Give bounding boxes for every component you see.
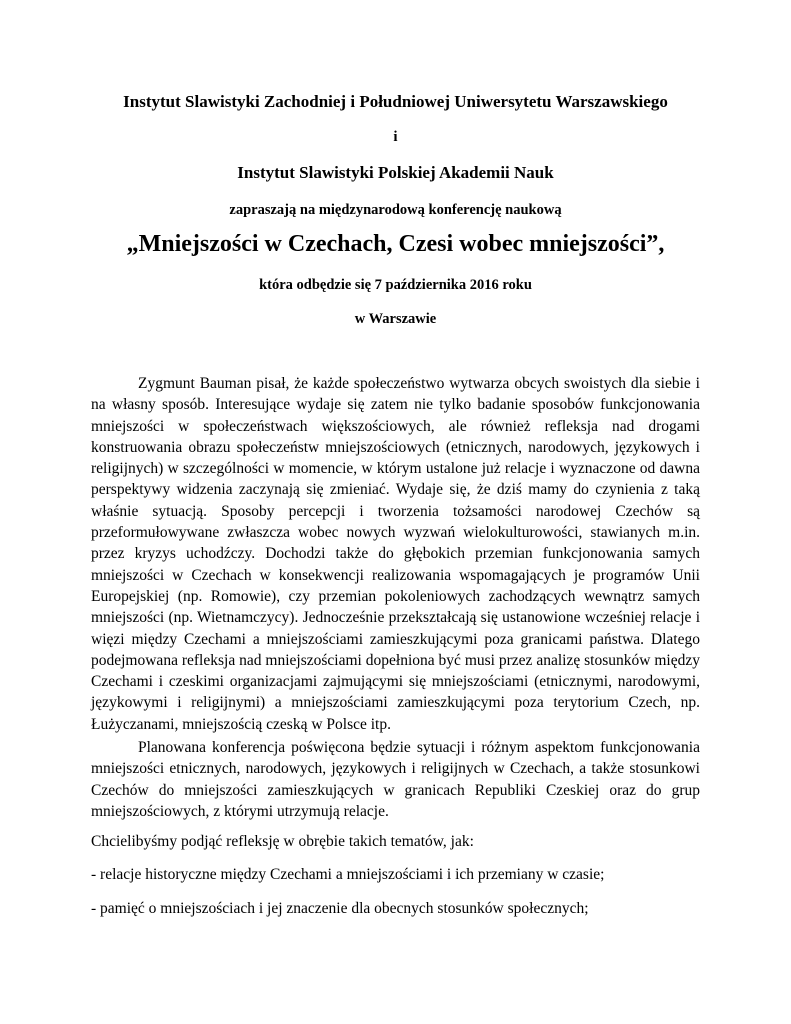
conference-place: w Warszawie — [354, 311, 437, 327]
conference-date: która odbędzie się 7 października 2016 roku — [259, 277, 532, 293]
topic-item-2: - pamięć o mniejszościach i jej znaczenie dla obecnych stosunków społecznych; — [91, 900, 589, 917]
topic-item-1: - relacje historyczne między Czechami a mniejszościami i ich przemiany w czasie; — [91, 866, 605, 883]
paragraph-1: Zygmunt Bauman pisał, że każde społeczeństwo wytwarza obcych swoistych dla siebie i na własny sposób. Interesujące wydaje się zatem nie tylko badanie sposobów funkcjonowania mniejszości w społeczeństwach większościowych, ale również refleksja nad drogami konstruowania obrazu społeczeństw mniejszościowych (etnicznych, narodowych, językowych i religijnych) w szczególności w momencie, w którym ustalone już relacje i wyznaczone od dawna perspektywy widzenia zaczynają się zmieniać. Wydaje się, że dziś mamy do czynienia z taką właśnie sytuacją. Sposoby percepcji i tworzenia tożsamości narodowej Czechów są przeformułowywane zwłaszcza wobec nowych wyzwań wielokulturowości, stawianych m.in. przez kryzys uchodźczy. Dochodzi także do głębokich przemian funkcjonowania samych mniejszości w Czechach w konsekwencji realizowania wspomagających je programów Unii Europejskiej (np. Romowie), czy przemian pokoleniowych zachodzących wewnątrz samych mniejszości (np. Wietnamczycy). Jednocześnie przekształcają się ustanowione wcześniej relacje i więzi między Czechami a mniejszościami zamieszkującymi poza granicami państwa. Dlatego podejmowana refleksja nad mniejszościami dopełniona być musi przez analizę stosunków między Czechami i czeskimi organizacjami zajmującymi się mniejszościami (etnicznymi, narodowymi, językowymi i religijnymi) a mniejszościami zamieszkującymi poza terytorium Czech, np. Łużyczanami, mniejszością czeską w Polsce itp. — [91, 375, 700, 733]
conjunction-text: i — [393, 129, 398, 145]
paragraph-2: Planowana konferencja poświęcona będzie sytuacji i różnym aspektom funkcjonowania mniejszości etnicznych, narodowych, językowych i religijnych w Czechach, a także stosunkowi Czechów do mniejszości zamieszkujących w granicach Republiki Czeskiej oraz do grup mniejszościowych, z którymi utrzymują relacje. — [91, 739, 700, 820]
topics-intro: Chcielibyśmy podjąć refleksję w obrębie takich tematów, jak: — [91, 833, 474, 850]
institute-2-heading: Instytut Slawistyki Polskiej Akademii Nauk — [237, 163, 554, 182]
institute-1-heading: Instytut Slawistyki Zachodniej i Południowej Uniwersytetu Warszawskiego — [123, 92, 668, 111]
conference-title: „Mniejszości w Czechach, Czesi wobec mniejszości”, — [126, 231, 665, 257]
invitation-text: zapraszają na międzynarodową konferencję naukową — [229, 202, 562, 218]
